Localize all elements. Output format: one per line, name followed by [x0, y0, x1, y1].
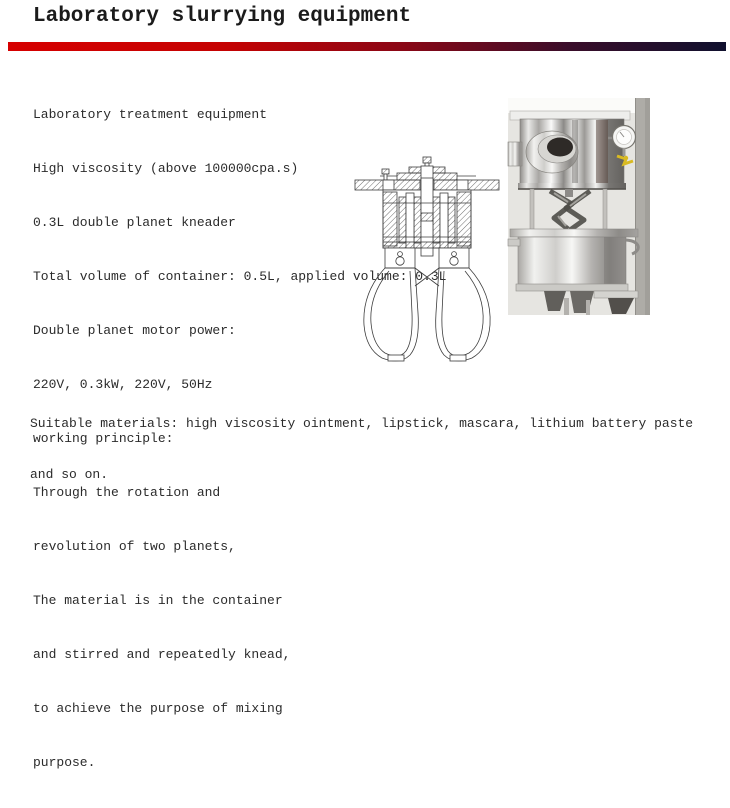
spec-line: High viscosity (above 100000cpa.s): [33, 161, 299, 176]
spec-line: Laboratory treatment equipment: [33, 107, 268, 122]
mixing-pot: [508, 229, 638, 291]
kneader-cross-section-diagram: [352, 153, 502, 365]
spec-line: 0.3L double planet kneader: [33, 215, 236, 230]
footer-line: Suitable materials: high viscosity ointment, lipstick, mascara, lithium battery paste: [30, 416, 694, 431]
spec-line: Double planet motor power:: [33, 323, 236, 338]
spec-line: working principle:: [33, 431, 174, 446]
spec-line: and stirred and repeatedly knead,: [33, 647, 291, 662]
suitable-materials-text: [30, 381, 693, 517]
spec-line: to achieve the purpose of mixing: [33, 701, 283, 716]
spec-line: The material is in the container: [33, 593, 283, 608]
spec-line: purpose.: [33, 755, 96, 770]
spec-line: Through the rotation and: [33, 485, 221, 500]
spec-line: revolution of two planets,: [33, 539, 236, 554]
spec-line: 220V, 0.3kW, 220V, 50Hz: [33, 377, 213, 392]
page-title: Laboratory slurrying equipment: [33, 5, 412, 28]
accent-gradient-bar: [8, 42, 726, 51]
footer-line: and so on.: [30, 467, 109, 482]
mixer-photo: [508, 98, 650, 315]
spec-line: Total volume of container: 0.5L, applied volume: 0.3L: [33, 269, 447, 284]
